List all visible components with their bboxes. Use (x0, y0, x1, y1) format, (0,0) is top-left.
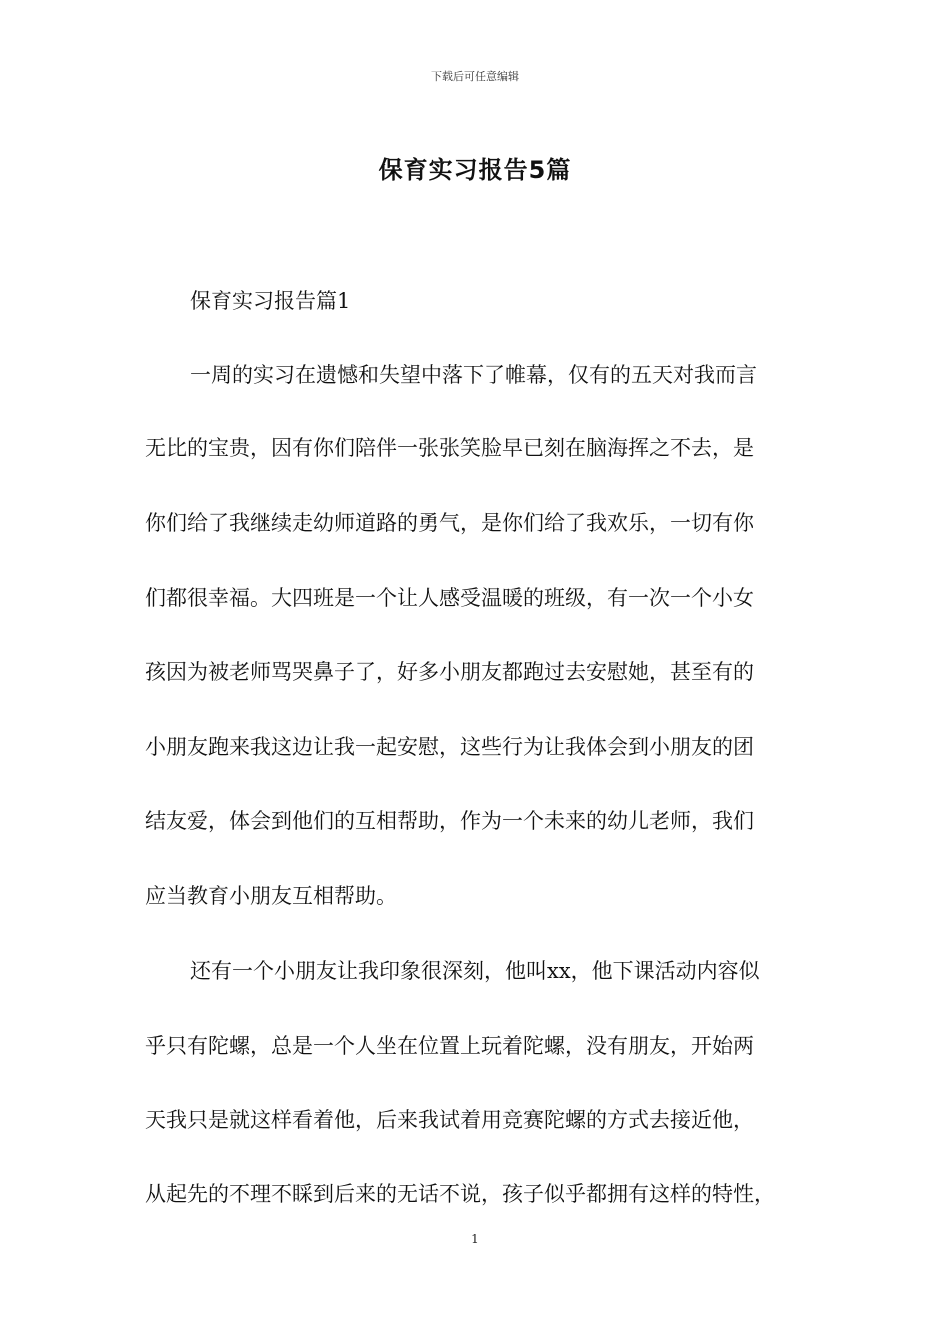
paragraph-line: 孩因为被老师骂哭鼻子了，好多小朋友都跑过去安慰她，甚至有的 (145, 660, 754, 684)
document-title: 保育实习报告5篇 (378, 156, 572, 184)
paragraph-line: 天我只是就这样看着他，后来我试着用竞赛陀螺的方式去接近他， (145, 1108, 754, 1132)
paragraph-line: 你们给了我继续走幼师道路的勇气，是你们给了我欢乐，一切有你 (145, 511, 754, 535)
section-heading: 保育实习报告篇1 (190, 289, 351, 313)
paragraph-line: 小朋友跑来我这边让我一起安慰，这些行为让我体会到小朋友的团 (145, 735, 754, 759)
paragraph-line: 还有一个小朋友让我印象很深刻，他叫xx，他下课活动内容似 (190, 959, 760, 983)
paragraph-line: 结友爱，体会到他们的互相帮助，作为一个未来的幼儿老师，我们 (145, 809, 754, 833)
paragraph-line: 无比的宝贵，因有你们陪伴一张张笑脸早已刻在脑海挥之不去，是 (145, 436, 754, 460)
paragraph-line: 一周的实习在遗憾和失望中落下了帷幕，仅有的五天对我而言 (190, 363, 757, 387)
page-number: 1 (471, 1232, 479, 1246)
header-note: 下载后可任意编辑 (431, 70, 519, 83)
paragraph-line: 们都很幸福。大四班是一个让人感受温暖的班级，有一次一个小女 (145, 586, 754, 610)
paragraph-line: 应当教育小朋友互相帮助。 (145, 884, 397, 908)
paragraph-line: 乎只有陀螺，总是一个人坐在位置上玩着陀螺，没有朋友，开始两 (145, 1034, 754, 1058)
paragraph-line: 从起先的不理不睬到后来的无话不说，孩子似乎都拥有这样的特性， (145, 1182, 775, 1206)
